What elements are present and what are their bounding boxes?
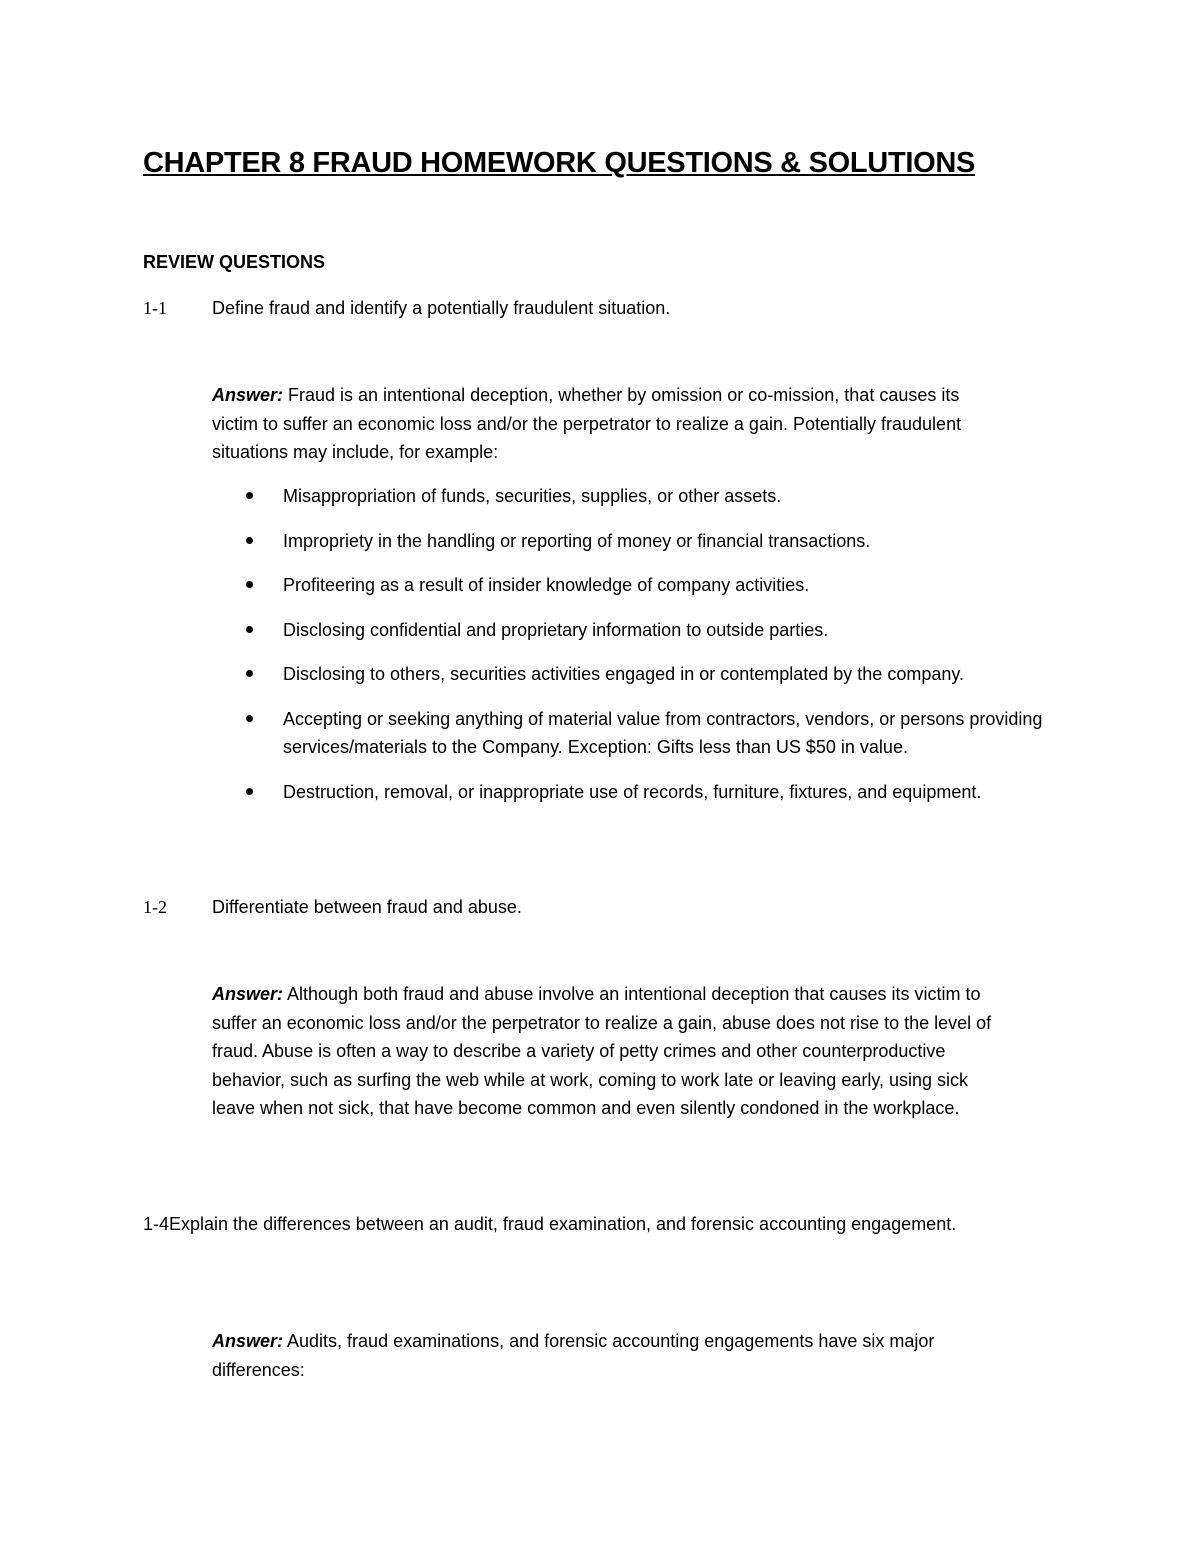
- answer-text: Audits, fraud examinations, and forensic accounting engagements have six major differences:: [212, 1331, 935, 1380]
- bullet-icon: [246, 537, 253, 544]
- answer-paragraph: [212, 381, 972, 467]
- answer-label: Answer:: [212, 385, 284, 405]
- answer-label: Answer:: [212, 984, 284, 1004]
- bullet-item: [244, 705, 1074, 762]
- bullet-text: Impropriety in the handling or reporting of money or financial transactions.: [283, 530, 871, 551]
- bullet-text: Disclosing to others, securities activities engaged in or contemplated by the company.: [283, 664, 965, 684]
- bullet-icon: [246, 626, 253, 633]
- bullet-item: [244, 616, 1074, 645]
- bullet-text: Accepting or seeking anything of material value from contractors, vendors, or persons providing services/materials to the Company. Exception: Gifts less than US $50 in value.: [283, 708, 1043, 757]
- question-text: 1-4Explain the differences between an audit, fraud examination, and forensic accounting engagement.: [143, 1214, 957, 1234]
- answer-label: Answer:: [212, 1331, 284, 1351]
- section-heading: REVIEW QUESTIONS: [143, 252, 326, 272]
- bullet-text: Disclosing confidential and proprietary information to outside parties.: [283, 619, 829, 640]
- bullet-text: Destruction, removal, or inappropriate use of records, furniture, fixtures, and equipment.: [283, 781, 982, 802]
- question-number: 1-1: [143, 298, 167, 318]
- bullet-text: Profiteering as a result of insider knowledge of company activities.: [283, 575, 810, 595]
- bullet-icon: [246, 581, 253, 588]
- bullet-item: [244, 660, 1074, 689]
- answer-text: Fraud is an intentional deception, whether by omission or co-mission, that causes its victim to suffer an economic loss and/or the perpetrator to realize a gain. Potentially fraudulent situations may include, for example:: [212, 385, 962, 462]
- answer-text: Although both fraud and abuse involve an intentional deception that causes its victim to suffer an economic loss and/or the perpetrator to realize a gain, abuse does not rise to the level of fraud. Abuse is often a way to describe a variety of petty crimes and other counterproductive behavior, such as surfing the web while at work, coming to work late or leaving early, using sick leave when not sick, that have become common and even silently condoned in the workplace.: [212, 984, 992, 1118]
- bullet-icon: [246, 492, 253, 499]
- bullet-item: [244, 482, 1074, 511]
- bullet-item: [244, 527, 1074, 556]
- question-text: Differentiate between fraud and abuse.: [212, 897, 522, 917]
- bullet-item: [244, 778, 1074, 807]
- bullet-icon: [246, 715, 253, 722]
- answer-paragraph: [212, 1327, 1022, 1384]
- bullet-text: Misappropriation of funds, securities, supplies, or other assets.: [283, 486, 782, 506]
- document-title: CHAPTER 8 FRAUD HOMEWORK QUESTIONS & SOLUTIONS: [143, 147, 976, 179]
- bullet-item: [244, 571, 1074, 600]
- bullet-list: [244, 482, 1074, 822]
- question-text: Define fraud and identify a potentially fraudulent situation.: [212, 298, 671, 318]
- bullet-icon: [246, 670, 253, 677]
- question-number: 1-2: [143, 897, 167, 917]
- bullet-icon: [246, 788, 253, 795]
- answer-paragraph: [212, 980, 1002, 1123]
